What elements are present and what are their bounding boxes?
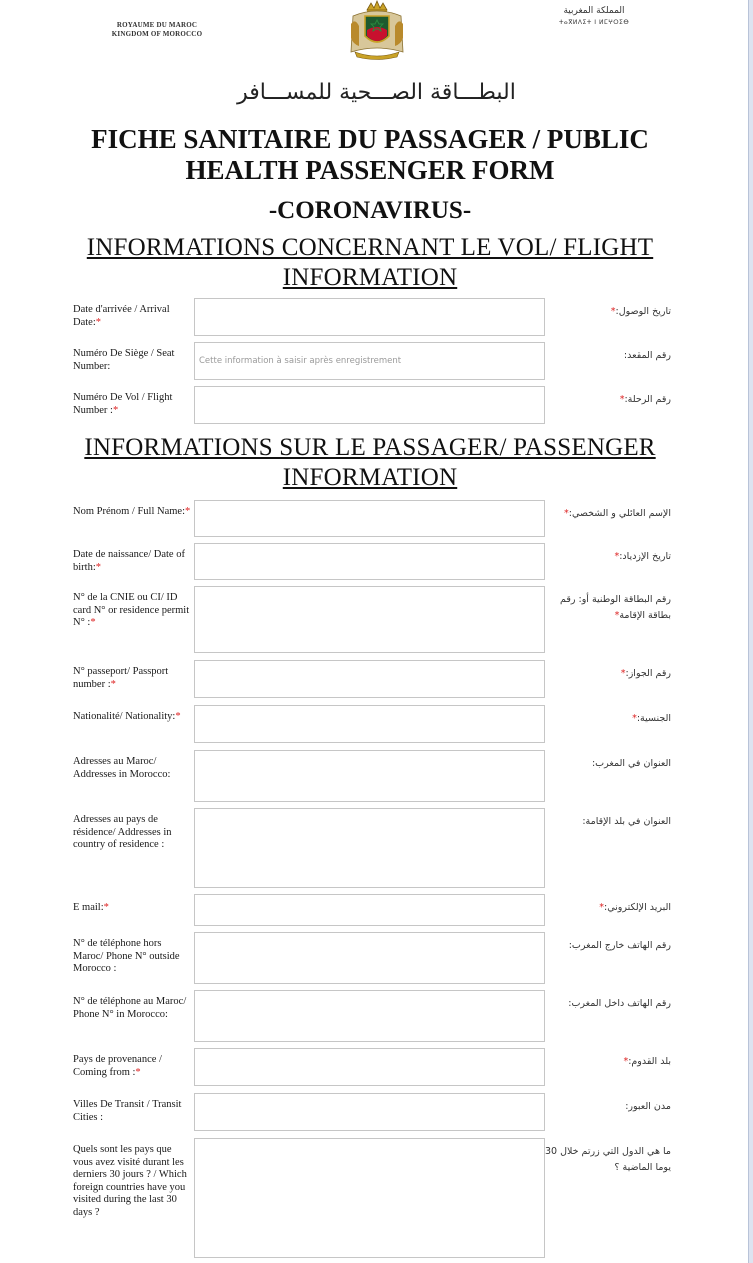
required-marker: * [103,902,109,913]
passport-number-input[interactable] [194,660,545,698]
field-label [73,814,191,852]
field-label-text: E mail: [73,902,104,913]
field-label-arabic [541,938,671,954]
field-label-arabic [541,756,671,772]
phone-outside-input[interactable] [194,932,545,984]
kingdom-tifinagh-line: ⵜⴰⴳⵍⴷⵉⵜ ⵏ ⵍⵎⵖⵔⵉⴱ [558,19,630,26]
required-marker: * [175,711,181,722]
field-label-arabic [541,392,671,408]
nationality-input[interactable] [194,705,545,743]
field-label-arabic-text: رقم المقعد: [623,350,671,361]
section-title-passenger [70,433,670,493]
section-title-passenger-line2: INFORMATION [282,464,458,491]
field-label-arabic-text: رقم الهاتف داخل المغرب: [568,998,671,1009]
required-marker: * [623,1056,629,1067]
transit-cities-input[interactable] [194,1093,545,1131]
countries-visited-input[interactable] [194,1138,545,1258]
field-label [73,1099,191,1124]
field-label-arabic [541,304,671,320]
field-label-arabic-text: مدن العبور: [625,1101,671,1112]
field-label-text: Nom Prénom / Full Name: [73,506,185,517]
field-label-arabic [541,666,671,682]
arrival-date-input[interactable] [194,298,545,336]
id-card-input[interactable] [194,586,545,653]
seat-number-input[interactable] [194,342,545,380]
field-label-text: Villes De Transit / Transit Cities : [73,1099,182,1123]
field-label [73,938,191,976]
form-title [40,124,700,186]
field-label-arabic [541,592,671,624]
email-input[interactable] [194,894,545,926]
field-label-text: Date de naissance/ Date of birth: [73,549,185,573]
field-label-arabic-text: رقم البطاقة الوطنية أو: رقم بطاقة الإقامة [560,594,671,621]
field-label-text: Quels sont les pays que vous avez visité durant les derniers 30 jours ? / Which foreign countries have you visited during the last 30 days ? [73,1144,187,1218]
field-label-arabic [541,1099,671,1115]
field-label [73,304,191,329]
field-label-text: Date d'arrivée / Arrival Date: [73,304,170,328]
field-placeholder: Cette information à saisir après enregistrement [199,356,402,366]
field-label-text: Adresses au pays de résidence/ Addresses in country of residence : [73,814,172,850]
field-label-text: N° passeport/ Passport number : [73,666,169,690]
form-title-line1: FICHE SANITAIRE DU PASSAGER / PUBLIC [91,124,649,154]
field-label [73,348,191,373]
form-title-arabic: البطـــاقة الصـــحية للمســـافر [237,80,516,105]
kingdom-fr-line2: KINGDOM OF MOROCCO [111,30,203,38]
field-label [73,1054,191,1079]
header [0,0,753,64]
field-label-arabic-text: العنوان في المغرب: [591,758,671,769]
field-label-text: Numéro De Siège / Seat Number: [73,348,175,372]
required-marker: * [95,561,101,573]
field-label-text: Pays de provenance / Coming from : [73,1054,162,1078]
required-marker: * [614,610,620,621]
field-label [73,506,191,519]
field-label-arabic-text: رقم الرحلة: [624,394,671,405]
section-title-flight-line2: INFORMATION [282,264,458,291]
field-label [73,392,191,417]
field-label [73,1144,191,1219]
field-label-arabic-text: الإسم العائلي و الشخصي: [568,508,671,519]
date-of-birth-input[interactable] [194,543,545,580]
required-marker: * [619,394,625,405]
field-label-arabic [541,549,671,565]
page-edge [748,0,753,1263]
required-marker: * [95,316,101,328]
field-label [73,549,191,574]
section-title-flight [70,233,670,293]
field-label-arabic-text: بلد القدوم: [628,1056,671,1067]
required-marker: * [112,404,119,416]
kingdom-ar-line1: المملكة المغربية [563,6,625,16]
kingdom-name-french [92,21,222,39]
field-label-text: N° de téléphone au Maroc/ Phone N° in Morocco: [73,996,187,1020]
full-name-input[interactable] [194,500,545,537]
field-label-arabic [541,996,671,1012]
address-residence-input[interactable] [194,808,545,888]
form-subtitle: -CORONAVIRUS- [268,197,472,224]
required-marker: * [599,902,605,913]
field-label-text: N° de la CNIE ou CI/ ID card N° or residence permit N° : [73,592,190,628]
moroccan-coat-of-arms-icon [345,0,409,60]
required-marker: * [110,678,116,690]
field-label [73,902,191,915]
field-label [73,666,191,691]
required-marker: * [90,617,96,628]
field-label-arabic [541,814,671,830]
field-label-arabic [541,506,671,522]
field-label-arabic-text: العنوان في بلد الإقامة: [582,816,671,827]
required-marker: * [610,306,616,317]
required-marker: * [620,668,626,679]
field-label [73,592,191,630]
kingdom-fr-line1: ROYAUME DU MAROC [116,21,198,29]
field-label-arabic [541,348,671,364]
field-label-arabic [541,1144,671,1176]
coming-from-input[interactable] [194,1048,545,1086]
address-morocco-input[interactable] [194,750,545,802]
field-label-arabic-text: تاريخ الإزدياد: [619,551,671,562]
field-label-text: N° de téléphone hors Maroc/ Phone N° outside Morocco : [73,938,180,974]
required-marker: * [564,508,569,519]
field-label-arabic-text: البريد الإلكتروني: [604,902,671,913]
field-label-text: Numéro De Vol / Flight Number : [73,392,173,416]
field-label-text: Adresses au Maroc/ Addresses in Morocco: [73,756,171,780]
field-label [73,711,191,724]
field-label-arabic-text: الجنسية: [636,713,671,724]
phone-morocco-input[interactable] [194,990,545,1042]
form-title-line2: HEALTH PASSENGER FORM [185,155,555,185]
field-label [73,756,191,781]
field-label-arabic-text: رقم الجواز: [625,668,671,679]
required-marker: * [185,506,191,517]
field-label-arabic [541,900,671,916]
field-label [73,996,191,1021]
required-marker: * [632,713,637,724]
field-label-arabic-text: تاريخ الوصول: [615,306,671,317]
field-label-arabic [541,1054,671,1070]
field-label-arabic [541,711,671,727]
required-marker: * [614,551,620,562]
field-label-arabic-text: ما هي الدول التي زرتم خلال 30 يوما الماضية ؟ [544,1146,671,1173]
field-label-arabic-text: رقم الهاتف خارج المغرب: [568,940,671,951]
field-label-text: Nationalité/ Nationality: [73,711,176,722]
flight-number-input[interactable] [194,386,545,424]
required-marker: * [135,1066,141,1078]
kingdom-name-arabic [542,6,646,28]
section-title-flight-line1: INFORMATIONS CONCERNANT LE VOL/ FLIGHT [86,234,654,261]
section-title-passenger-line1: INFORMATIONS SUR LE PASSAGER/ PASSENGER [84,434,656,461]
